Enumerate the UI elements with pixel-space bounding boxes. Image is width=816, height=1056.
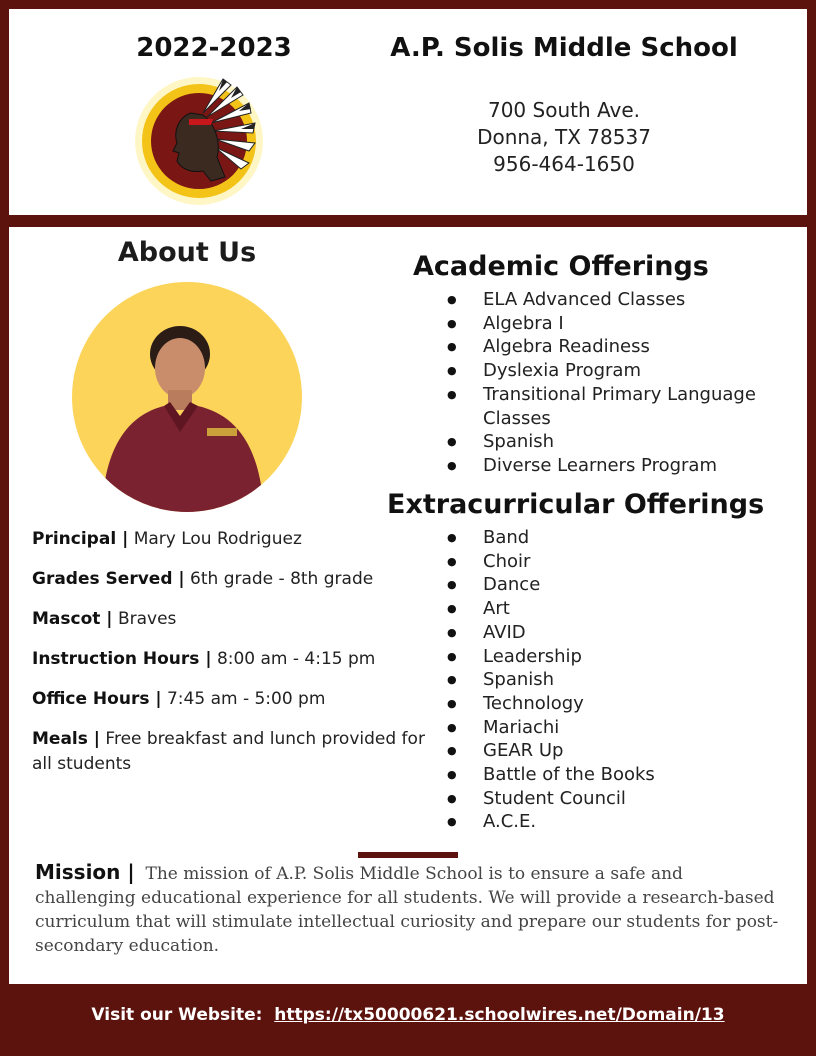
list-item: ● Student Council xyxy=(447,787,797,811)
detail-mascot xyxy=(32,607,437,632)
mission-statement xyxy=(35,860,787,958)
mission-label: Mission | xyxy=(35,860,135,884)
list-item: ● Dyslexia Program xyxy=(447,359,797,383)
list-item: ● Mariachi xyxy=(447,716,797,740)
school-year: 2022-2023 xyxy=(136,33,292,63)
list-item: ● Spanish xyxy=(447,668,797,692)
list-item: ● Art xyxy=(447,597,797,621)
detail-value: Mary Lou Rodriguez xyxy=(133,529,302,549)
list-item: ● Dance xyxy=(447,573,797,597)
detail-principal xyxy=(32,527,437,552)
detail-value: Free breakfast and lunch provided for all students xyxy=(32,729,425,774)
detail-label: Grades Served | xyxy=(32,569,185,589)
list-item: ● ELA Advanced Classes xyxy=(447,288,797,312)
list-item: ● Technology xyxy=(447,692,797,716)
about-title: About Us xyxy=(117,237,257,268)
detail-meals xyxy=(32,727,437,777)
list-item: ● Diverse Learners Program xyxy=(447,454,797,478)
extracurricular-offerings-list xyxy=(447,526,797,834)
phone-number: 956-464-1650 xyxy=(493,152,635,176)
school-address xyxy=(371,97,757,178)
detail-label: Principal | xyxy=(32,529,129,549)
detail-value: 6th grade - 8th grade xyxy=(190,569,374,589)
section-divider xyxy=(358,852,458,858)
list-item: ● Choir xyxy=(447,550,797,574)
list-item: ● Leadership xyxy=(447,645,797,669)
detail-label: Office Hours | xyxy=(32,689,162,709)
principal-photo xyxy=(72,282,302,512)
footer-label: Visit our Website: xyxy=(91,1005,263,1025)
main-panel xyxy=(9,227,807,984)
list-item: ● Battle of the Books xyxy=(447,763,797,787)
list-item: ● Transitional Primary Language Classes xyxy=(447,383,797,430)
detail-instruction-hours xyxy=(32,647,437,672)
detail-value: Braves xyxy=(117,609,177,629)
academic-offerings-title: Academic Offerings xyxy=(413,251,709,282)
footer xyxy=(0,1005,816,1025)
list-item: ● Band xyxy=(447,526,797,550)
header-panel xyxy=(9,9,807,215)
address-city: Donna, TX 78537 xyxy=(477,125,651,149)
detail-value: 8:00 am - 4:15 pm xyxy=(216,649,376,669)
list-item: ● Algebra I xyxy=(447,312,797,336)
school-name: A.P. Solis Middle School xyxy=(390,33,738,63)
detail-label: Meals | xyxy=(32,729,100,749)
detail-label: Mascot | xyxy=(32,609,113,629)
list-item: ● GEAR Up xyxy=(447,739,797,763)
detail-label: Instruction Hours | xyxy=(32,649,212,669)
extracurricular-offerings-title: Extracurricular Offerings xyxy=(387,489,765,520)
list-item: ● A.C.E. xyxy=(447,810,797,834)
braves-mascot-logo xyxy=(133,73,265,209)
list-item: ● Algebra Readiness xyxy=(447,335,797,359)
school-details xyxy=(32,527,437,792)
detail-grades xyxy=(32,567,437,592)
detail-value: 7:45 am - 5:00 pm xyxy=(166,689,326,709)
detail-office-hours xyxy=(32,687,437,712)
mission-text: The mission of A.P. Solis Middle School is to ensure a safe and challenging educational experience for all students. We will provide a research-based curriculum that will stimulate intellectual curiosity and prepare our students for post-secondary education. xyxy=(35,864,779,956)
academic-offerings-list xyxy=(447,288,797,478)
list-item: ● Spanish xyxy=(447,430,797,454)
address-line: 700 South Ave. xyxy=(487,98,641,122)
website-link[interactable]: https://tx50000621.schoolwires.net/Domain/13 xyxy=(274,1005,725,1025)
list-item: ● AVID xyxy=(447,621,797,645)
